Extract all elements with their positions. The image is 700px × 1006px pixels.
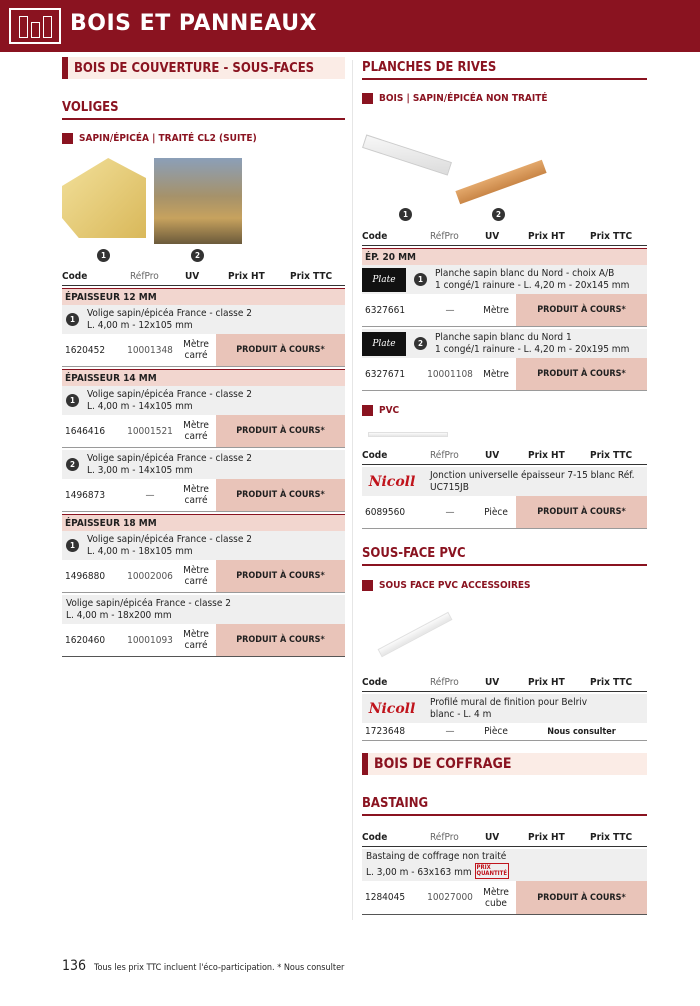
table-row[interactable]: 1496880 10002006 Mètre carré PRODUIT À COURS* [62, 560, 345, 593]
square-bullet-icon [62, 133, 73, 144]
profile-mural-image [378, 612, 453, 658]
table-row[interactable]: 1620452 10001348 Mètre carré PRODUIT À COURS* [62, 334, 345, 367]
image-number-2: 2 [191, 249, 204, 262]
table-row[interactable]: 1723648 — Pièce Nous consulter [362, 723, 647, 741]
voliges-stack-image [62, 158, 146, 238]
subcategory-voliges: SAPIN/ÉPICÉA | TRAITÉ CL2 (SUITE) [62, 133, 257, 144]
product-desc: Volige sapin/épicéa France - classe 2 L. 4,00 m - 18x200 mm [62, 595, 345, 624]
price-label: Nous consulter [547, 726, 616, 737]
product-desc: 2 Volige sapin/épicéa France - classe 2 L. 3,00 m - 14x105 mm [62, 450, 345, 479]
product-desc: 1 Volige sapin/épicéa France - classe 2 L. 4,00 m - 18x105 mm [62, 531, 345, 560]
product-desc: Nicoll Jonction universelle épaisseur 7-15 blanc Réf. UC715JB [362, 467, 647, 496]
table-header-voliges: Code RéfPro UV Prix HT Prix TTC [62, 271, 345, 286]
price-label: PRODUIT À COURS* [216, 415, 345, 447]
category-voliges: VOLIGES [62, 100, 345, 120]
price-label: PRODUIT À COURS* [516, 496, 647, 528]
pvc-jonction-image [368, 432, 448, 437]
page-title: BOIS ET PANNEAUX [70, 11, 318, 36]
product-desc: 1 Volige sapin/épicéa France - classe 2 L. 4,00 m - 14x105 mm [62, 386, 345, 415]
column-divider [352, 60, 353, 920]
category-bastaing: BASTAING [362, 796, 647, 816]
footer [62, 958, 344, 974]
image-number-1: 1 [399, 208, 412, 221]
product-desc: Nicoll Profilé mural de finition pour Belriv blanc - L. 4 m [362, 694, 647, 723]
band-epaisseur-14: ÉPAISSEUR 14 MM [62, 369, 345, 387]
table-header-sous-face: Code RéfPro UV Prix HT Prix TTC [362, 677, 647, 692]
product-desc: Plate 1 Planche sapin blanc du Nord - choix A/B 1 congé/1 rainure - L. 4,20 m - 20x145 mm [362, 265, 647, 294]
image-number-2: 2 [492, 208, 505, 221]
bois-icon [9, 8, 61, 44]
square-bullet-icon [362, 405, 373, 416]
title-planches-rives: PLANCHES DE RIVES [362, 60, 647, 80]
title-sous-face-pvc: SOUS-FACE PVC [362, 546, 647, 566]
price-label: PRODUIT À COURS* [216, 479, 345, 511]
section-title-coffrage: BOIS DE COFFRAGE [362, 753, 647, 775]
table-row[interactable]: 1284045 10027000 Mètre cube PRODUIT À COURS* [362, 881, 647, 915]
nicoll-logo: Nicoll [368, 700, 416, 717]
table-row[interactable]: 1620460 10001093 Mètre carré PRODUIT À COURS* [62, 624, 345, 657]
table-row[interactable]: 6327661 — Mètre PRODUIT À COURS* [362, 294, 647, 327]
product-desc: Bastaing de coffrage non traité L. 3,00 m - 63x163 mm PRIX QUANTITÉ [362, 849, 647, 881]
image-number-1: 1 [97, 249, 110, 262]
footer-note: Tous les prix TTC incluent l'éco-participation. * Nous consulter [94, 963, 345, 973]
band-ep-20: ÉP. 20 MM [362, 248, 647, 266]
rive-board-wood-image [455, 160, 546, 205]
rive-board-white-image [362, 134, 452, 175]
square-bullet-icon [362, 93, 373, 104]
square-bullet-icon [362, 580, 373, 591]
brand-logo: Plate [362, 332, 406, 356]
table-row[interactable]: 6327671 10001108 Mètre PRODUIT À COURS* [362, 358, 647, 391]
product-desc: Plate 2 Planche sapin blanc du Nord 1 1 congé/1 rainure - L. 4,20 m - 20x195 mm [362, 329, 647, 358]
voliges-warehouse-image [154, 158, 242, 244]
table-row[interactable]: 1646416 10001521 Mètre carré PRODUIT À COURS* [62, 415, 345, 448]
product-desc: 1 Volige sapin/épicéa France - classe 2 L. 4,00 m - 12x105 mm [62, 305, 345, 334]
subcategory-sous-face: SOUS FACE PVC ACCESSOIRES [362, 580, 531, 591]
subcategory-pvc: PVC [362, 405, 399, 416]
band-epaisseur-18: ÉPAISSEUR 18 MM [62, 514, 345, 532]
nicoll-logo: Nicoll [368, 473, 416, 490]
price-label: PRODUIT À COURS* [516, 881, 647, 914]
brand-logo: Plate [362, 268, 406, 292]
price-label: PRODUIT À COURS* [216, 334, 345, 366]
band-epaisseur-12: ÉPAISSEUR 12 MM [62, 288, 345, 306]
price-label: PRODUIT À COURS* [216, 560, 345, 592]
page-number: 136 [62, 958, 87, 974]
price-label: PRODUIT À COURS* [516, 358, 647, 390]
section-title-couverture: BOIS DE COUVERTURE - SOUS-FACES [62, 57, 345, 79]
table-row[interactable]: 1496873 — Mètre carré PRODUIT À COURS* [62, 479, 345, 512]
table-header-pvc: Code RéfPro UV Prix HT Prix TTC [362, 450, 647, 465]
prix-quantite-badge: PRIX QUANTITÉ [476, 864, 508, 877]
price-label: PRODUIT À COURS* [516, 294, 647, 326]
subcategory-rives: BOIS | SAPIN/ÉPICÉA NON TRAITÉ [362, 93, 548, 104]
table-header-rives: Code RéfPro UV Prix HT Prix TTC [362, 231, 647, 246]
table-header-bastaing: Code RéfPro UV Prix HT Prix TTC [362, 832, 647, 847]
price-label: PRODUIT À COURS* [216, 624, 345, 656]
table-row[interactable]: 6089560 — Pièce PRODUIT À COURS* [362, 496, 647, 529]
